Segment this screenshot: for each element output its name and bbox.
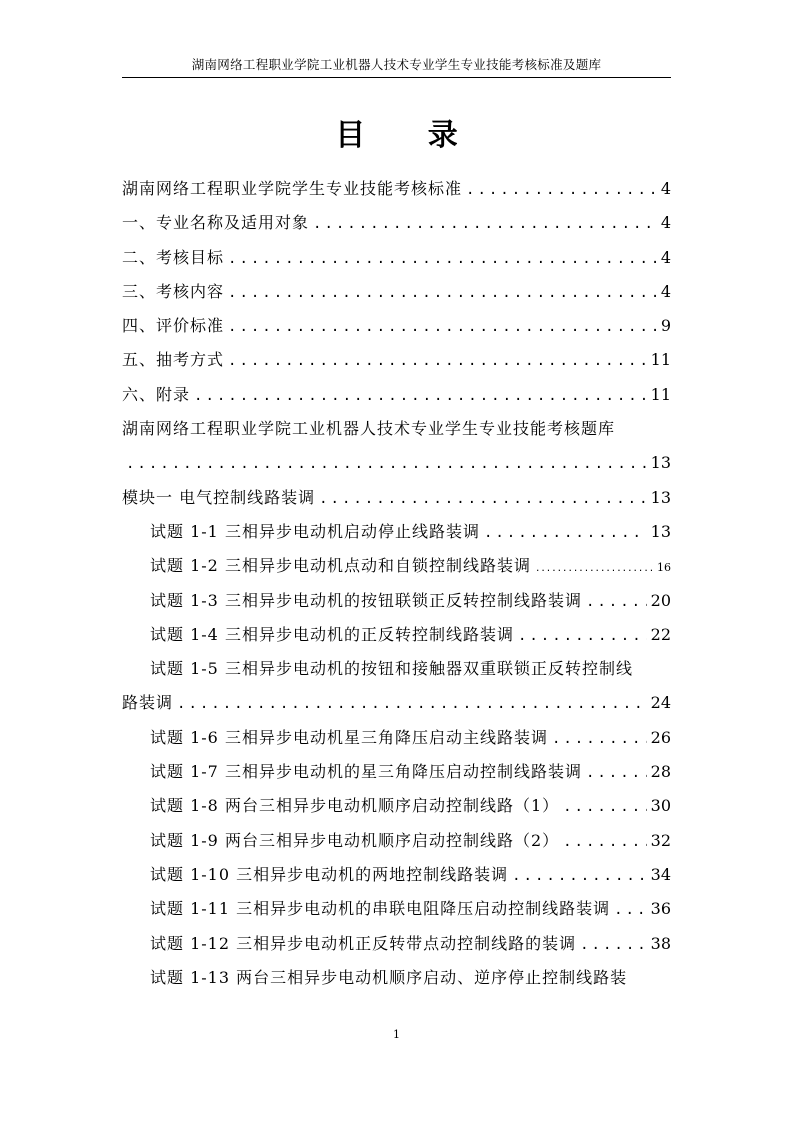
toc-entry-page: 11: [650, 384, 671, 404]
dot-leader: [194, 379, 647, 413]
toc-subentry[interactable]: [122, 789, 671, 823]
page-number: 1: [393, 1028, 400, 1041]
dot-leader: [177, 687, 647, 721]
toc-entry-page: 30: [650, 796, 671, 816]
toc-entry-page: 4: [660, 213, 671, 233]
dot-leader: [313, 207, 657, 241]
toc-subentry[interactable]: [122, 652, 671, 686]
dot-leader: [484, 516, 647, 550]
toc-entry-label: 试题 1-4 三相异步电动机的正反转控制线路装调: [150, 624, 514, 644]
dot-leader: [563, 825, 647, 859]
toc-entry-label: 四、评价标准: [122, 316, 225, 336]
toc-entry[interactable]: [122, 172, 671, 206]
dot-leader: [580, 928, 647, 962]
table-of-contents: [122, 172, 671, 995]
toc-entry-page: 9: [660, 316, 671, 336]
toc-entry-continuation[interactable]: [122, 686, 671, 720]
toc-entry-label: 试题 1-9 两台三相异步电动机顺序启动控制线路（2）: [150, 830, 560, 850]
toc-entry-page: 22: [650, 624, 671, 644]
toc-entry-page: 36: [650, 899, 671, 919]
dot-leader: [126, 447, 647, 481]
toc-entry-page: 16: [657, 561, 671, 575]
toc-entry-label: 湖南网络工程职业学院学生专业技能考核标准: [122, 179, 463, 198]
toc-entry-page: 11: [650, 350, 671, 370]
toc-title: 目 录: [335, 118, 484, 153]
toc-entry-label: 试题 1-10 三相异步电动机的两地控制线路装调: [150, 864, 509, 884]
toc-entry-page: 20: [650, 590, 671, 610]
dot-leader: [586, 585, 647, 619]
toc-entry[interactable]: [122, 309, 671, 343]
toc-entry-label: 湖南网络工程职业学院工业机器人技术专业学生专业技能考核题库: [122, 419, 616, 439]
toc-entry-page: 32: [650, 830, 671, 850]
dot-leader: [535, 552, 653, 586]
toc-entry-page: 34: [650, 864, 671, 884]
toc-entry-label: 试题 1-13 两台三相异步电动机顺序启动、逆序停止控制线路装: [150, 967, 628, 987]
toc-entry-page: 28: [650, 762, 671, 782]
toc-entry-label: 试题 1-12 三相异步电动机正反转带点动控制线路的装调: [150, 933, 577, 953]
dot-leader: [614, 893, 647, 927]
toc-entry-label: 试题 1-3 三相异步电动机的按钮联锁正反转控制线路装调: [150, 590, 582, 610]
toc-entry-label: 试题 1-5 三相异步电动机的按钮和接触器双重联锁正反转控制线: [150, 659, 633, 679]
toc-subentry[interactable]: [122, 721, 671, 755]
dot-leader: [586, 756, 647, 790]
toc-subentry[interactable]: [122, 549, 671, 583]
dot-leader: [228, 276, 657, 310]
toc-entry-label: 五、抽考方式: [122, 350, 225, 370]
toc-entry-continuation[interactable]: [122, 446, 671, 480]
toc-entry-label: 试题 1-11 三相异步电动机的串联电阻降压启动控制线路装调: [150, 899, 611, 919]
toc-entry-page: 4: [660, 281, 671, 301]
toc-entry-label: 试题 1-7 三相异步电动机的星三角降压启动控制线路装调: [150, 762, 582, 782]
dot-leader: [228, 344, 647, 378]
toc-subentry[interactable]: [122, 584, 671, 618]
toc-entry-page: 4: [660, 247, 671, 267]
toc-entry-label: 模块一 电气控制线路装调: [122, 487, 316, 507]
dot-leader: [552, 722, 647, 756]
toc-entry-label: 六、附录: [122, 384, 191, 404]
toc-entry[interactable]: [122, 378, 671, 412]
toc-entry[interactable]: [122, 241, 671, 275]
toc-entry[interactable]: [122, 412, 671, 446]
toc-entry-page: 24: [650, 693, 671, 713]
toc-entry-page: 26: [650, 727, 671, 747]
toc-subentry[interactable]: [122, 961, 671, 995]
toc-entry[interactable]: [122, 275, 671, 309]
toc-subentry[interactable]: [122, 927, 671, 961]
toc-entry-page: 13: [650, 487, 671, 507]
toc-entry-label: 试题 1-6 三相异步电动机星三角降压启动主线路装调: [150, 727, 548, 747]
dot-leader: [228, 242, 657, 276]
dot-leader: [563, 790, 647, 824]
toc-entry-label: 一、专业名称及适用对象: [122, 213, 310, 233]
toc-subentry[interactable]: [122, 824, 671, 858]
toc-entry-page: 4: [660, 179, 671, 198]
dot-leader: [518, 619, 647, 653]
toc-entry-label: 三、考核内容: [122, 281, 225, 301]
toc-entry[interactable]: [122, 481, 671, 515]
toc-entry-label: 试题 1-2 三相异步电动机点动和自锁控制线路装调: [150, 556, 531, 576]
toc-entry[interactable]: [122, 343, 671, 377]
running-header: 湖南网络工程职业学院工业机器人技术专业学生专业技能考核标准及题库: [122, 55, 671, 78]
toc-subentry[interactable]: [122, 515, 671, 549]
dot-leader: [319, 482, 647, 516]
toc-entry-label: 二、考核目标: [122, 247, 225, 267]
toc-entry-page: 13: [650, 521, 671, 541]
toc-entry[interactable]: [122, 206, 671, 240]
toc-subentry[interactable]: [122, 892, 671, 926]
toc-entry-label: 试题 1-8 两台三相异步电动机顺序启动控制线路（1）: [150, 796, 560, 816]
toc-entry-label: 试题 1-1 三相异步电动机启动停止线路装调: [150, 521, 480, 541]
toc-entry-page: 13: [650, 453, 671, 473]
dot-leader: [228, 310, 657, 344]
toc-entry-label: 路装调: [122, 693, 174, 713]
dot-leader: [466, 173, 657, 207]
dot-leader: [512, 859, 647, 893]
toc-entry-page: 38: [650, 933, 671, 953]
toc-subentry[interactable]: [122, 618, 671, 652]
toc-subentry[interactable]: [122, 858, 671, 892]
toc-subentry[interactable]: [122, 755, 671, 789]
